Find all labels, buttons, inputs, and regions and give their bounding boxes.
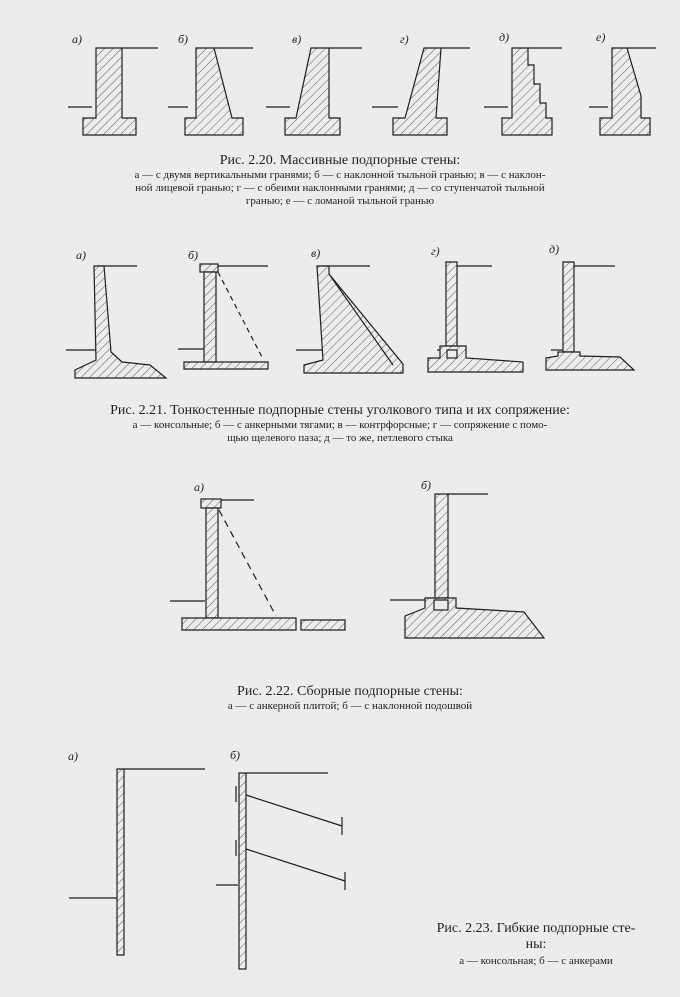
caption-2-21-title: Рис. 2.21. Тонкостенные подпорные стены уголкового типа и их сопряжение: xyxy=(110,403,570,418)
label-2-20-e: е) xyxy=(596,30,606,44)
wall-2-20-g xyxy=(372,48,470,135)
wall-2-20-v xyxy=(266,48,362,135)
fig-2-22-drawings xyxy=(170,494,544,638)
caption-2-21 xyxy=(20,403,660,445)
label-2-21-g: г) xyxy=(431,244,440,258)
label-2-21-d: д) xyxy=(549,242,560,256)
caption-2-20 xyxy=(40,153,640,208)
caption-2-23-line-1: а — консольная; б — с анкерами xyxy=(459,955,613,967)
fig-2-20-drawings xyxy=(68,48,656,135)
caption-2-22-line-1: а — с анкерной плитой; б — с наклонной подошвой xyxy=(227,700,473,712)
wall-2-21-b xyxy=(178,264,268,369)
wall-2-22-a xyxy=(170,499,345,630)
wall-2-23-a xyxy=(69,769,205,955)
label-2-20-v: в) xyxy=(292,32,302,46)
label-2-20-a: а) xyxy=(72,32,82,46)
caption-2-20-line-1: а — с двумя вертикальными гранями; б — с наклонной тыльной гранью; в — с наклон- xyxy=(134,169,546,181)
caption-2-23-title-1: Рис. 2.23. Гибкие подпорные сте- xyxy=(436,921,636,936)
wall-2-23-b xyxy=(216,773,345,969)
label-2-22-a: а) xyxy=(194,480,204,494)
label-2-20-g: г) xyxy=(400,32,409,46)
caption-2-22 xyxy=(140,684,560,713)
caption-2-23 xyxy=(406,921,666,968)
caption-2-23-title-2: ны: xyxy=(525,937,547,952)
wall-2-20-a xyxy=(68,48,158,135)
caption-2-20-title: Рис. 2.20. Массивные подпорные стены: xyxy=(219,153,461,168)
label-2-21-a: а) xyxy=(76,248,86,262)
label-2-21-v: в) xyxy=(311,246,321,260)
caption-2-21-line-2: щью щелевого паза; д — то же, петлевого стыка xyxy=(227,432,453,444)
wall-2-20-b xyxy=(168,48,253,135)
label-2-21-b: б) xyxy=(188,248,199,262)
label-2-20-d: д) xyxy=(499,30,510,44)
fig-2-21-drawings xyxy=(66,262,634,378)
caption-2-22-title: Рис. 2.22. Сборные подпорные стены: xyxy=(237,684,463,699)
label-2-23-a: а) xyxy=(68,749,78,763)
label-2-20-b: б) xyxy=(178,32,189,46)
wall-2-20-d xyxy=(484,48,562,135)
wall-2-21-a xyxy=(66,266,166,378)
label-2-22-b: б) xyxy=(421,478,432,492)
wall-2-21-v xyxy=(296,266,403,373)
wall-2-21-d xyxy=(546,262,634,370)
fig-2-23-drawings xyxy=(69,769,345,969)
wall-2-22-b xyxy=(390,494,544,638)
caption-2-20-line-3: гранью; е — с ломаной тыльной гранью xyxy=(245,195,435,207)
wall-2-20-e xyxy=(589,48,656,135)
label-2-23-b: б) xyxy=(230,748,241,762)
caption-2-20-line-2: ной лицевой гранью; г — с обеими наклонными гранями; д — со ступенчатой тыльной xyxy=(135,182,545,194)
caption-2-21-line-1: а — консольные; б — с анкерными тягами; в — контрфорсные; г — сопряжение с помо- xyxy=(132,419,548,431)
wall-2-21-g xyxy=(428,262,523,372)
